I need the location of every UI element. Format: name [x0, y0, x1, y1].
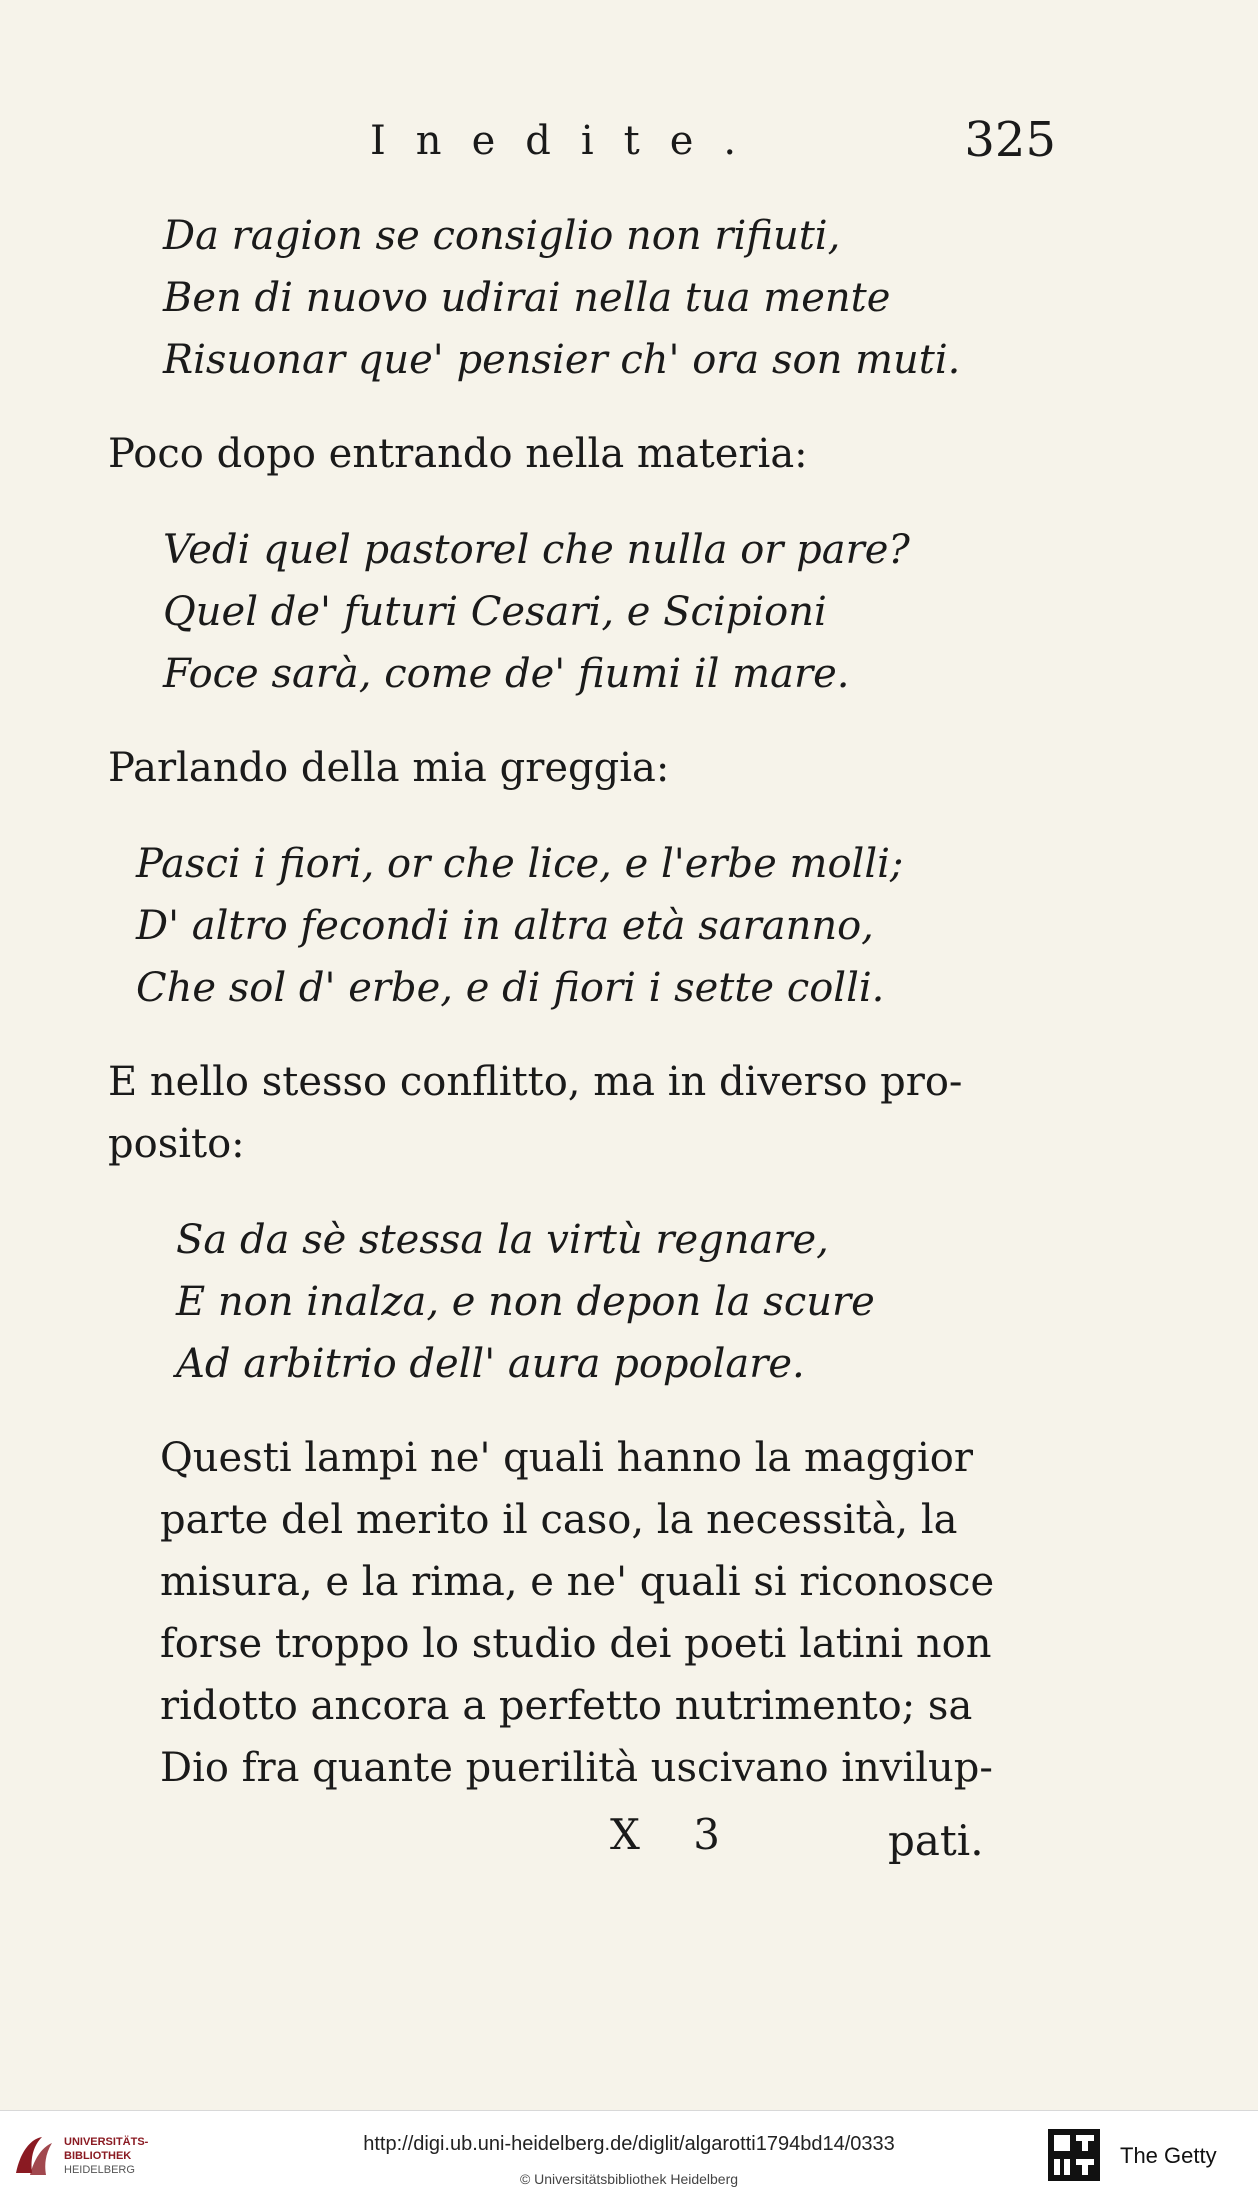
verse-stanza-4 — [176, 1209, 1058, 1395]
page-footer — [0, 1810, 1258, 1870]
permalink-url[interactable]: http://digi.ub.uni-heidelberg.de/diglit/algarotti1794bd14/0333 — [363, 2133, 895, 2155]
prose-line: E nello stesso conflitto, ma in diverso pro- — [108, 1059, 963, 1105]
verse-line: Sa da sè stessa la virtù regnare, — [176, 1217, 829, 1263]
signature-mark: X 3 — [610, 1810, 740, 1859]
verse-line: D' altro fecondi in altra età saranno, — [136, 903, 874, 949]
verse-line: Quel de' futuri Cesari, e Scipioni — [163, 589, 827, 635]
prose-line-1: Poco dopo entrando nella materia: — [108, 431, 808, 477]
verse-stanza-2 — [163, 519, 1058, 705]
prose-line: ridotto ancora a perfetto nutrimento; sa — [160, 1683, 973, 1729]
page-body — [108, 205, 1058, 1833]
verse-line: Vedi quel pastorel che nulla or pare? — [163, 527, 910, 573]
verse-line: Risuonar que' pensier ch' ora son muti. — [163, 337, 961, 383]
prose-paragraph-3 — [108, 1051, 1058, 1175]
verse-line: Ben di nuovo udirai nella tua mente — [163, 275, 891, 321]
page-number: 325 — [964, 112, 1056, 168]
getty-logo[interactable] — [1048, 2129, 1238, 2185]
verse-line: Che sol d' erbe, e di fiori i sette colli. — [136, 965, 885, 1011]
page-header — [0, 112, 1258, 172]
prose-line: Questi lampi ne' quali hanno la maggior — [160, 1435, 973, 1481]
verse-line: Pasci i fiori, or che lice, e l'erbe molli; — [136, 841, 904, 887]
running-head: Inedite. — [370, 118, 767, 164]
library-name-line-1: UNIVERSITÄTS- — [64, 2136, 149, 2148]
prose-line: posito: — [108, 1121, 245, 1167]
prose-line-2: Parlando della mia greggia: — [108, 745, 670, 791]
verse-stanza-1 — [163, 205, 1058, 391]
library-name-line-2: BIBLIOTHEK — [64, 2150, 132, 2162]
prose-line: parte del merito il caso, la necessità, la — [160, 1497, 958, 1543]
getty-wordmark: The Getty — [1120, 2143, 1217, 2168]
catchword: pati. — [888, 1816, 984, 1865]
verse-line: Da ragion se consiglio non rifiuti, — [163, 213, 841, 259]
getty-emblem-icon — [1048, 2129, 1100, 2181]
prose-paragraph-4 — [108, 1427, 1058, 1799]
prose-line: forse troppo lo studio dei poeti latini non — [160, 1621, 992, 1667]
verse-line: Ad arbitrio dell' aura popolare. — [176, 1341, 805, 1387]
verse-stanza-3 — [136, 833, 1058, 1019]
copyright-notice: © Universitätsbibliothek Heidelberg — [519, 2171, 739, 2187]
prose-line: misura, e la rima, e ne' quali si riconosce — [160, 1559, 995, 1605]
verse-line: E non inalza, e non depon la scure — [176, 1279, 875, 1325]
library-name-line-3: HEIDELBERG — [64, 2164, 135, 2176]
prose-line: Dio fra quante puerilità uscivano invilup- — [160, 1745, 993, 1791]
library-banner — [0, 2110, 1258, 2200]
verse-line: Foce sarà, come de' fiumi il mare. — [163, 651, 850, 697]
